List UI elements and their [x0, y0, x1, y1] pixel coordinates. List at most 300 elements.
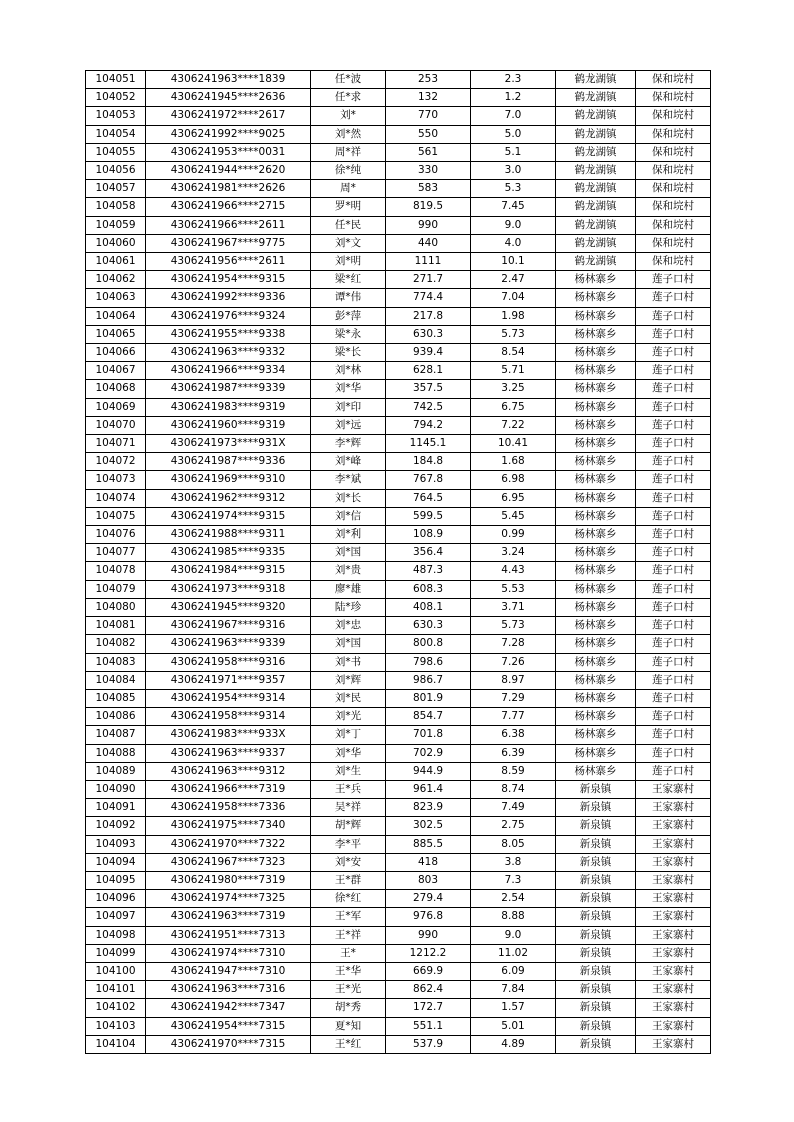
cell-name: 王*军 [311, 908, 386, 926]
cell-name: 王*华 [311, 962, 386, 980]
cell-amount: 418 [386, 853, 471, 871]
cell-town: 新泉镇 [556, 908, 636, 926]
table-row [86, 71, 711, 89]
cell-rate: 9.0 [471, 926, 556, 944]
cell-rate: 5.3 [471, 180, 556, 198]
cell-seq-no: 104075 [86, 507, 146, 525]
cell-town: 杨林寨乡 [556, 398, 636, 416]
cell-seq-no: 104104 [86, 1035, 146, 1053]
cell-town: 新泉镇 [556, 835, 636, 853]
cell-seq-no: 104079 [86, 580, 146, 598]
cell-seq-no: 104078 [86, 562, 146, 580]
cell-rate: 5.53 [471, 580, 556, 598]
cell-id-number: 4306241988****9311 [146, 526, 311, 544]
cell-rate: 6.38 [471, 726, 556, 744]
cell-amount: 669.9 [386, 962, 471, 980]
cell-amount: 108.9 [386, 526, 471, 544]
cell-seq-no: 104058 [86, 198, 146, 216]
table-row [86, 344, 711, 362]
cell-village: 莲子口村 [636, 435, 711, 453]
cell-seq-no: 104101 [86, 981, 146, 999]
cell-id-number: 4306241942****7347 [146, 999, 311, 1017]
cell-seq-no: 104083 [86, 653, 146, 671]
cell-name: 刘*辉 [311, 671, 386, 689]
cell-rate: 1.68 [471, 453, 556, 471]
cell-amount: 767.8 [386, 471, 471, 489]
table-row [86, 617, 711, 635]
table-row [86, 580, 711, 598]
cell-name: 刘*华 [311, 744, 386, 762]
cell-seq-no: 104060 [86, 234, 146, 252]
cell-id-number: 4306241985****9335 [146, 544, 311, 562]
table-row [86, 435, 711, 453]
cell-name: 刘*光 [311, 708, 386, 726]
table-row [86, 234, 711, 252]
table-row [86, 107, 711, 125]
cell-name: 梁*永 [311, 325, 386, 343]
cell-amount: 279.4 [386, 890, 471, 908]
cell-id-number: 4306241969****9310 [146, 471, 311, 489]
cell-village: 莲子口村 [636, 562, 711, 580]
table-row [86, 526, 711, 544]
cell-seq-no: 104066 [86, 344, 146, 362]
cell-village: 莲子口村 [636, 307, 711, 325]
cell-rate: 3.24 [471, 544, 556, 562]
cell-village: 保和垸村 [636, 234, 711, 252]
table-row [86, 125, 711, 143]
cell-amount: 770 [386, 107, 471, 125]
cell-village: 莲子口村 [636, 507, 711, 525]
cell-id-number: 4306241954****9315 [146, 271, 311, 289]
cell-amount: 823.9 [386, 799, 471, 817]
cell-rate: 3.71 [471, 598, 556, 616]
cell-amount: 440 [386, 234, 471, 252]
table-row [86, 471, 711, 489]
cell-amount: 944.9 [386, 762, 471, 780]
cell-id-number: 4306241976****9324 [146, 307, 311, 325]
cell-village: 莲子口村 [636, 471, 711, 489]
cell-seq-no: 104065 [86, 325, 146, 343]
table-row [86, 325, 711, 343]
cell-name: 徐*纯 [311, 162, 386, 180]
cell-id-number: 4306241980****7319 [146, 871, 311, 889]
table-row [86, 926, 711, 944]
cell-village: 莲子口村 [636, 726, 711, 744]
cell-rate: 11.02 [471, 944, 556, 962]
cell-id-number: 4306241970****7322 [146, 835, 311, 853]
cell-rate: 6.39 [471, 744, 556, 762]
cell-town: 杨林寨乡 [556, 325, 636, 343]
cell-name: 刘*生 [311, 762, 386, 780]
cell-village: 莲子口村 [636, 362, 711, 380]
table-row [86, 162, 711, 180]
table-row [86, 598, 711, 616]
cell-village: 莲子口村 [636, 671, 711, 689]
cell-amount: 794.2 [386, 416, 471, 434]
cell-rate: 7.3 [471, 871, 556, 889]
cell-id-number: 4306241967****9316 [146, 617, 311, 635]
cell-name: 王*祥 [311, 926, 386, 944]
cell-name: 刘*远 [311, 416, 386, 434]
cell-town: 鹤龙湖镇 [556, 162, 636, 180]
cell-rate: 5.01 [471, 1017, 556, 1035]
cell-town: 鹤龙湖镇 [556, 253, 636, 271]
cell-town: 杨林寨乡 [556, 635, 636, 653]
cell-town: 鹤龙湖镇 [556, 143, 636, 161]
cell-id-number: 4306241958****7336 [146, 799, 311, 817]
cell-id-number: 4306241981****2626 [146, 180, 311, 198]
cell-name: 李*斌 [311, 471, 386, 489]
cell-town: 杨林寨乡 [556, 453, 636, 471]
cell-id-number: 4306241945****9320 [146, 598, 311, 616]
cell-seq-no: 104096 [86, 890, 146, 908]
cell-seq-no: 104051 [86, 71, 146, 89]
cell-town: 杨林寨乡 [556, 617, 636, 635]
cell-id-number: 4306241945****2636 [146, 89, 311, 107]
cell-village: 保和垸村 [636, 89, 711, 107]
cell-town: 杨林寨乡 [556, 471, 636, 489]
cell-village: 王家寨村 [636, 926, 711, 944]
cell-town: 新泉镇 [556, 962, 636, 980]
cell-village: 莲子口村 [636, 344, 711, 362]
cell-name: 刘*文 [311, 234, 386, 252]
cell-seq-no: 104053 [86, 107, 146, 125]
table-row [86, 507, 711, 525]
cell-amount: 608.3 [386, 580, 471, 598]
table-row [86, 762, 711, 780]
cell-rate: 8.05 [471, 835, 556, 853]
cell-amount: 1111 [386, 253, 471, 271]
cell-amount: 801.9 [386, 689, 471, 707]
cell-id-number: 4306241966****2715 [146, 198, 311, 216]
cell-name: 王*红 [311, 1035, 386, 1053]
cell-village: 王家寨村 [636, 908, 711, 926]
table-row [86, 289, 711, 307]
cell-town: 杨林寨乡 [556, 289, 636, 307]
table-row [86, 908, 711, 926]
cell-seq-no: 104072 [86, 453, 146, 471]
cell-town: 鹤龙湖镇 [556, 216, 636, 234]
cell-rate: 8.88 [471, 908, 556, 926]
cell-village: 莲子口村 [636, 325, 711, 343]
cell-village: 王家寨村 [636, 944, 711, 962]
cell-amount: 939.4 [386, 344, 471, 362]
cell-id-number: 4306241983****933X [146, 726, 311, 744]
cell-village: 莲子口村 [636, 526, 711, 544]
table-row [86, 416, 711, 434]
cell-village: 莲子口村 [636, 635, 711, 653]
cell-amount: 253 [386, 71, 471, 89]
cell-id-number: 4306241954****9314 [146, 689, 311, 707]
table-row [86, 380, 711, 398]
cell-amount: 976.8 [386, 908, 471, 926]
cell-town: 新泉镇 [556, 871, 636, 889]
table-row [86, 635, 711, 653]
cell-village: 莲子口村 [636, 398, 711, 416]
cell-seq-no: 104092 [86, 817, 146, 835]
cell-id-number: 4306241963****9337 [146, 744, 311, 762]
table-row [86, 853, 711, 871]
table-row [86, 944, 711, 962]
cell-id-number: 4306241958****9314 [146, 708, 311, 726]
table-row [86, 271, 711, 289]
cell-town: 鹤龙湖镇 [556, 107, 636, 125]
cell-name: 梁*长 [311, 344, 386, 362]
cell-seq-no: 104069 [86, 398, 146, 416]
cell-rate: 10.1 [471, 253, 556, 271]
cell-name: 任*求 [311, 89, 386, 107]
cell-name: 刘*忠 [311, 617, 386, 635]
cell-rate: 7.0 [471, 107, 556, 125]
cell-amount: 302.5 [386, 817, 471, 835]
cell-rate: 10.41 [471, 435, 556, 453]
cell-rate: 5.73 [471, 617, 556, 635]
cell-rate: 0.99 [471, 526, 556, 544]
cell-rate: 2.54 [471, 890, 556, 908]
cell-rate: 7.84 [471, 981, 556, 999]
table-row [86, 562, 711, 580]
table-row [86, 962, 711, 980]
cell-town: 新泉镇 [556, 799, 636, 817]
cell-seq-no: 104068 [86, 380, 146, 398]
cell-town: 新泉镇 [556, 853, 636, 871]
cell-id-number: 4306241973****9318 [146, 580, 311, 598]
cell-village: 保和垸村 [636, 216, 711, 234]
cell-seq-no: 104099 [86, 944, 146, 962]
cell-rate: 3.8 [471, 853, 556, 871]
cell-rate: 7.45 [471, 198, 556, 216]
cell-village: 王家寨村 [636, 780, 711, 798]
cell-id-number: 4306241947****7310 [146, 962, 311, 980]
cell-seq-no: 104082 [86, 635, 146, 653]
cell-seq-no: 104061 [86, 253, 146, 271]
table-row [86, 1035, 711, 1053]
cell-rate: 7.77 [471, 708, 556, 726]
cell-name: 刘*国 [311, 635, 386, 653]
cell-rate: 7.04 [471, 289, 556, 307]
cell-amount: 990 [386, 926, 471, 944]
cell-seq-no: 104056 [86, 162, 146, 180]
cell-seq-no: 104097 [86, 908, 146, 926]
cell-seq-no: 104077 [86, 544, 146, 562]
cell-rate: 3.25 [471, 380, 556, 398]
cell-town: 新泉镇 [556, 1017, 636, 1035]
cell-id-number: 4306241960****9319 [146, 416, 311, 434]
cell-name: 王*群 [311, 871, 386, 889]
cell-amount: 217.8 [386, 307, 471, 325]
table-row [86, 453, 711, 471]
cell-seq-no: 104080 [86, 598, 146, 616]
cell-town: 杨林寨乡 [556, 435, 636, 453]
cell-name: 谭*伟 [311, 289, 386, 307]
cell-town: 鹤龙湖镇 [556, 234, 636, 252]
cell-town: 杨林寨乡 [556, 580, 636, 598]
table-row [86, 253, 711, 271]
table-row [86, 726, 711, 744]
cell-rate: 7.49 [471, 799, 556, 817]
cell-name: 任*波 [311, 71, 386, 89]
cell-amount: 628.1 [386, 362, 471, 380]
cell-amount: 986.7 [386, 671, 471, 689]
cell-name: 胡*辉 [311, 817, 386, 835]
cell-name: 彭*萍 [311, 307, 386, 325]
cell-amount: 702.9 [386, 744, 471, 762]
cell-village: 莲子口村 [636, 598, 711, 616]
cell-name: 刘*印 [311, 398, 386, 416]
table-row [86, 544, 711, 562]
cell-village: 王家寨村 [636, 999, 711, 1017]
cell-village: 保和垸村 [636, 180, 711, 198]
cell-name: 梁*红 [311, 271, 386, 289]
cell-village: 莲子口村 [636, 744, 711, 762]
cell-name: 刘*国 [311, 544, 386, 562]
cell-village: 莲子口村 [636, 689, 711, 707]
cell-town: 新泉镇 [556, 817, 636, 835]
cell-rate: 1.57 [471, 999, 556, 1017]
cell-village: 王家寨村 [636, 853, 711, 871]
cell-amount: 961.4 [386, 780, 471, 798]
cell-seq-no: 104091 [86, 799, 146, 817]
cell-id-number: 4306241944****2620 [146, 162, 311, 180]
cell-village: 保和垸村 [636, 198, 711, 216]
cell-name: 刘*安 [311, 853, 386, 871]
cell-town: 新泉镇 [556, 944, 636, 962]
cell-town: 杨林寨乡 [556, 544, 636, 562]
cell-amount: 630.3 [386, 325, 471, 343]
cell-amount: 862.4 [386, 981, 471, 999]
cell-name: 刘*丁 [311, 726, 386, 744]
cell-amount: 330 [386, 162, 471, 180]
cell-rate: 8.54 [471, 344, 556, 362]
cell-town: 杨林寨乡 [556, 362, 636, 380]
cell-seq-no: 104102 [86, 999, 146, 1017]
cell-village: 莲子口村 [636, 544, 711, 562]
cell-id-number: 4306241954****7315 [146, 1017, 311, 1035]
cell-amount: 599.5 [386, 507, 471, 525]
cell-seq-no: 104087 [86, 726, 146, 744]
cell-name: 李*平 [311, 835, 386, 853]
cell-name: 刘*利 [311, 526, 386, 544]
cell-seq-no: 104094 [86, 853, 146, 871]
cell-rate: 6.95 [471, 489, 556, 507]
cell-rate: 5.1 [471, 143, 556, 161]
cell-rate: 6.75 [471, 398, 556, 416]
table-row [86, 362, 711, 380]
cell-town: 新泉镇 [556, 926, 636, 944]
cell-town: 杨林寨乡 [556, 762, 636, 780]
cell-village: 莲子口村 [636, 380, 711, 398]
table-row [86, 180, 711, 198]
cell-amount: 271.7 [386, 271, 471, 289]
cell-seq-no: 104073 [86, 471, 146, 489]
cell-village: 王家寨村 [636, 871, 711, 889]
table-row [86, 307, 711, 325]
cell-id-number: 4306241966****9334 [146, 362, 311, 380]
cell-amount: 803 [386, 871, 471, 889]
cell-amount: 132 [386, 89, 471, 107]
cell-amount: 172.7 [386, 999, 471, 1017]
cell-seq-no: 104071 [86, 435, 146, 453]
cell-town: 杨林寨乡 [556, 708, 636, 726]
table-row [86, 981, 711, 999]
cell-name: 吴*祥 [311, 799, 386, 817]
cell-village: 王家寨村 [636, 962, 711, 980]
cell-id-number: 4306241963****9312 [146, 762, 311, 780]
table-row [86, 890, 711, 908]
table-row [86, 1017, 711, 1035]
cell-seq-no: 104076 [86, 526, 146, 544]
cell-seq-no: 104052 [86, 89, 146, 107]
cell-village: 莲子口村 [636, 653, 711, 671]
cell-amount: 990 [386, 216, 471, 234]
cell-id-number: 4306241963****1839 [146, 71, 311, 89]
cell-id-number: 4306241958****9316 [146, 653, 311, 671]
cell-amount: 819.5 [386, 198, 471, 216]
cell-amount: 1145.1 [386, 435, 471, 453]
cell-id-number: 4306241983****9319 [146, 398, 311, 416]
cell-id-number: 4306241966****2611 [146, 216, 311, 234]
cell-village: 保和垸村 [636, 253, 711, 271]
table-row [86, 835, 711, 853]
cell-town: 杨林寨乡 [556, 416, 636, 434]
cell-seq-no: 104086 [86, 708, 146, 726]
cell-id-number: 4306241974****9315 [146, 507, 311, 525]
cell-rate: 5.0 [471, 125, 556, 143]
cell-town: 杨林寨乡 [556, 526, 636, 544]
cell-name: 刘*峰 [311, 453, 386, 471]
cell-rate: 5.73 [471, 325, 556, 343]
cell-town: 杨林寨乡 [556, 598, 636, 616]
cell-amount: 356.4 [386, 544, 471, 562]
cell-name: 罗*明 [311, 198, 386, 216]
cell-name: 刘*华 [311, 380, 386, 398]
cell-name: 刘*书 [311, 653, 386, 671]
cell-amount: 885.5 [386, 835, 471, 853]
cell-rate: 6.09 [471, 962, 556, 980]
table-row [86, 708, 711, 726]
cell-seq-no: 104054 [86, 125, 146, 143]
cell-seq-no: 104057 [86, 180, 146, 198]
cell-town: 鹤龙湖镇 [556, 198, 636, 216]
cell-name: 徐*红 [311, 890, 386, 908]
cell-id-number: 4306241962****9312 [146, 489, 311, 507]
cell-id-number: 4306241973****931X [146, 435, 311, 453]
cell-village: 莲子口村 [636, 453, 711, 471]
cell-name: 刘* [311, 107, 386, 125]
cell-town: 新泉镇 [556, 780, 636, 798]
cell-town: 鹤龙湖镇 [556, 89, 636, 107]
cell-id-number: 4306241963****9339 [146, 635, 311, 653]
cell-town: 鹤龙湖镇 [556, 180, 636, 198]
cell-village: 保和垸村 [636, 125, 711, 143]
cell-rate: 2.75 [471, 817, 556, 835]
cell-town: 杨林寨乡 [556, 689, 636, 707]
cell-seq-no: 104059 [86, 216, 146, 234]
cell-seq-no: 104074 [86, 489, 146, 507]
cell-amount: 742.5 [386, 398, 471, 416]
cell-amount: 764.5 [386, 489, 471, 507]
cell-town: 新泉镇 [556, 1035, 636, 1053]
cell-seq-no: 104090 [86, 780, 146, 798]
cell-name: 胡*秀 [311, 999, 386, 1017]
cell-rate: 7.28 [471, 635, 556, 653]
table-row [86, 398, 711, 416]
cell-village: 莲子口村 [636, 580, 711, 598]
cell-name: 王*兵 [311, 780, 386, 798]
cell-village: 王家寨村 [636, 1017, 711, 1035]
cell-seq-no: 104064 [86, 307, 146, 325]
cell-town: 杨林寨乡 [556, 307, 636, 325]
